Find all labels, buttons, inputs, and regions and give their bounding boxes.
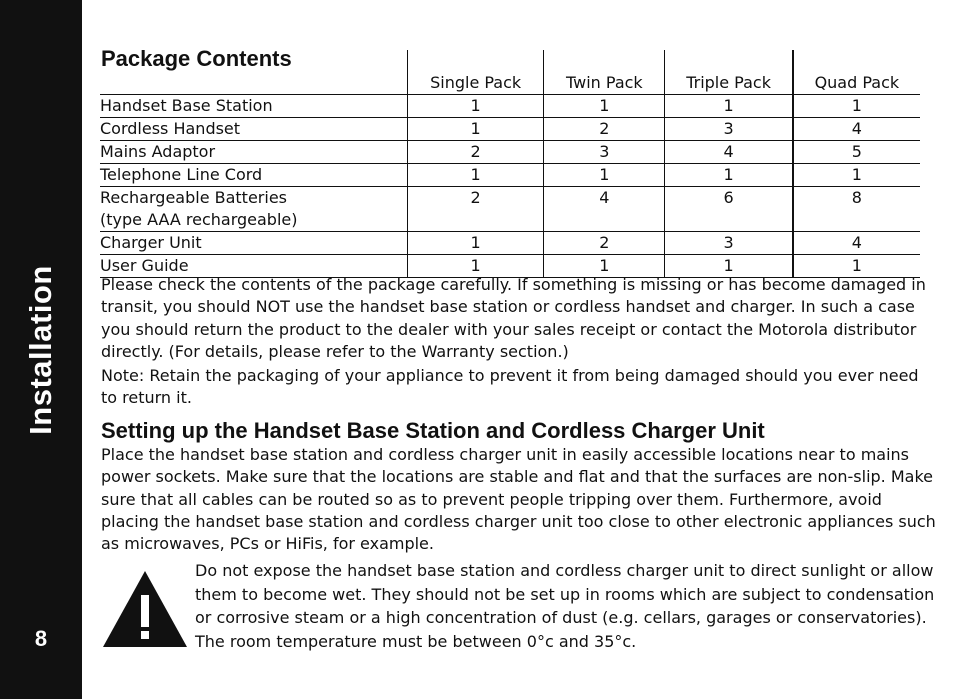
row-item-note: (type AAA rechargeable) (100, 210, 298, 229)
cell-triple: 1 (665, 95, 793, 118)
table-row (100, 141, 920, 164)
cell-twin: 2 (544, 232, 665, 255)
section-title: Installation (23, 265, 58, 435)
packaging-note: Note: Retain the packaging of your appliance to prevent it from being damaged should you ever need to return it. (101, 366, 919, 408)
package-contents-table (100, 50, 920, 278)
row-item: Handset Base Station (100, 96, 273, 115)
cell-triple: 4 (665, 141, 793, 164)
cell-triple: 3 (665, 118, 793, 141)
warning-paragraph: Do not expose the handset base station and cordless charger unit to direct sunlight or allow them to become wet. They should not be set up in rooms which are subject to condensation or corrosive steam or a high concentration of dust (e.g. cellars, garages or conservatories). The room temperature must be between 0°c and 35°c. (195, 561, 935, 651)
header-item (100, 50, 408, 95)
setup-heading: Setting up the Handset Base Station and Cordless Charger Unit (101, 418, 765, 443)
header-single-pack: Single Pack (408, 50, 544, 95)
table-header-row (100, 50, 920, 95)
cell-twin: 1 (544, 255, 665, 278)
cell-triple: 1 (665, 255, 793, 278)
cell-single: 2 (408, 187, 544, 232)
table-row (100, 95, 920, 118)
cell-quad: 5 (793, 141, 920, 164)
cell-twin: 3 (544, 141, 665, 164)
sidebar (0, 0, 82, 699)
cell-triple: 3 (665, 232, 793, 255)
table-row (100, 187, 920, 232)
setup-paragraph: Place the handset base station and cordless charger unit in easily accessible locations near to mains power sockets. Make sure that the locations are stable and flat and that the surfaces are non-slip. Make sure that all cables can be routed so as to prevent people tripping over them. Furthermore, avoid placing the handset base station and cordless charger unit too close to other electronic appliances such as microwaves, PCs or HiFis, for example. (101, 445, 936, 554)
package-check-paragraph: Please check the contents of the package carefully. If something is missing or has become damaged in transit, you should NOT use the handset base station or cordless handset and charger. In such a case you should return the product to the dealer with your sales receipt or contact the Motorola distributor directly. (For details, please refer to the Warranty section.) (101, 275, 926, 361)
cell-twin: 4 (544, 187, 665, 232)
row-item: Mains Adaptor (100, 142, 216, 161)
package-contents-heading: Package Contents (101, 46, 292, 71)
cell-single: 1 (408, 255, 544, 278)
cell-triple: 6 (665, 187, 793, 232)
cell-quad: 4 (793, 118, 920, 141)
cell-single: 1 (408, 232, 544, 255)
table-row (100, 232, 920, 255)
header-triple-pack: Triple Pack (665, 50, 793, 95)
header-quad-pack: Quad Pack (793, 50, 920, 95)
row-item (100, 187, 408, 232)
cell-twin: 2 (544, 118, 665, 141)
warning-triangle-icon (101, 569, 189, 649)
table-row (100, 164, 920, 187)
row-item: Cordless Handset (100, 119, 241, 138)
row-item: User Guide (100, 256, 189, 275)
cell-quad: 1 (793, 255, 920, 278)
row-item-label: Rechargeable Batteries (100, 188, 287, 207)
cell-triple: 1 (665, 164, 793, 187)
cell-quad: 1 (793, 164, 920, 187)
header-twin-pack: Twin Pack (544, 50, 665, 95)
page-number: 8 (34, 626, 48, 651)
cell-quad: 8 (793, 187, 920, 232)
cell-twin: 1 (544, 95, 665, 118)
cell-single: 2 (408, 141, 544, 164)
cell-single: 1 (408, 164, 544, 187)
cell-single: 1 (408, 95, 544, 118)
table-row (100, 118, 920, 141)
row-item: Charger Unit (100, 233, 202, 252)
cell-twin: 1 (544, 164, 665, 187)
cell-single: 1 (408, 118, 544, 141)
row-item: Telephone Line Cord (100, 165, 263, 184)
cell-quad: 1 (793, 95, 920, 118)
cell-quad: 4 (793, 232, 920, 255)
